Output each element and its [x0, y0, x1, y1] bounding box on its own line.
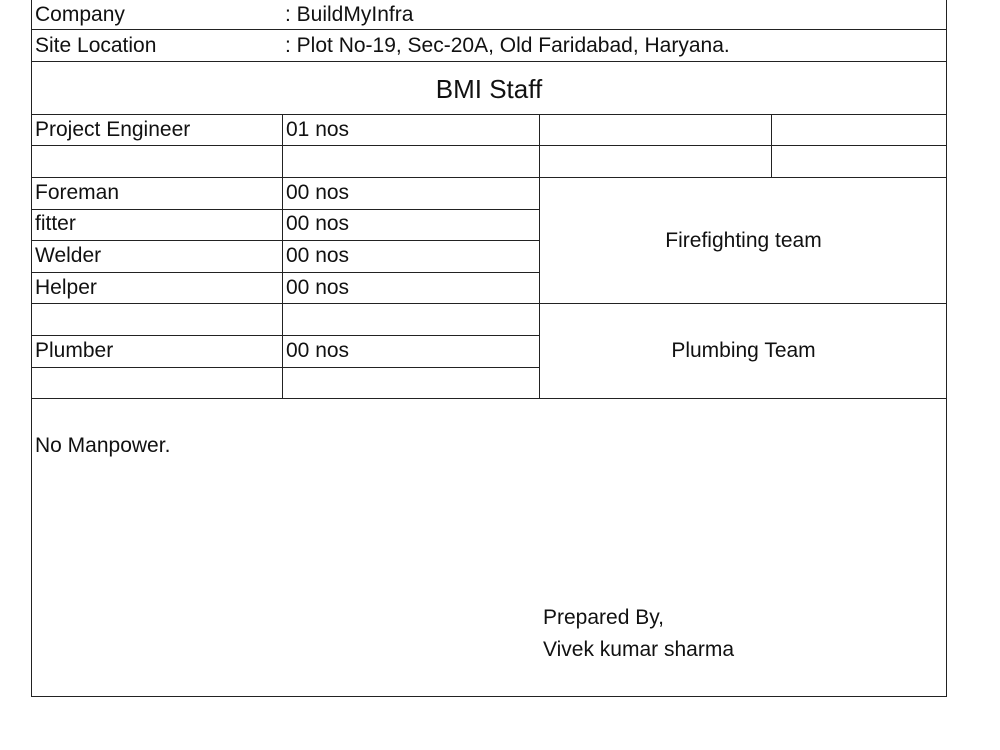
staff-role: Welder: [35, 244, 102, 267]
column-divider: [282, 114, 283, 398]
staff-count: 00 nos: [286, 276, 350, 299]
staff-role: Foreman: [35, 181, 120, 204]
divider: [31, 61, 947, 62]
divider: [31, 303, 947, 304]
divider: [31, 240, 540, 241]
divider: [31, 367, 540, 368]
staff-count: 00 nos: [286, 339, 350, 362]
prepared-by-name: Vivek kumar sharma: [543, 638, 735, 661]
staff-role: Plumber: [35, 339, 114, 362]
divider: [31, 335, 540, 336]
staff-role: fitter: [35, 212, 76, 235]
firefighting-team-label: Firefighting team: [665, 229, 822, 252]
plumbing-team-label: Plumbing Team: [671, 339, 816, 362]
site-location-value: : Plot No-19, Sec-20A, Old Faridabad, Haryana.: [285, 34, 730, 57]
staff-role: Helper: [35, 276, 97, 299]
company-label: Company: [35, 3, 125, 26]
staff-count: 01 nos: [286, 118, 350, 141]
staff-count: 00 nos: [286, 181, 350, 204]
staff-role: Project Engineer: [35, 118, 191, 141]
divider: [31, 114, 947, 115]
divider: [31, 177, 947, 178]
staff-count: 00 nos: [286, 244, 350, 267]
column-divider: [771, 114, 772, 177]
divider: [31, 209, 540, 210]
divider: [31, 272, 540, 273]
divider: [31, 398, 947, 399]
divider: [31, 145, 947, 146]
company-value: : BuildMyInfra: [285, 3, 414, 26]
staff-count: 00 nos: [286, 212, 350, 235]
section-title: BMI Staff: [435, 74, 543, 104]
manpower-note: No Manpower.: [35, 434, 171, 457]
site-location-label: Site Location: [35, 34, 157, 57]
prepared-by-label: Prepared By,: [543, 606, 665, 629]
divider: [31, 29, 947, 30]
